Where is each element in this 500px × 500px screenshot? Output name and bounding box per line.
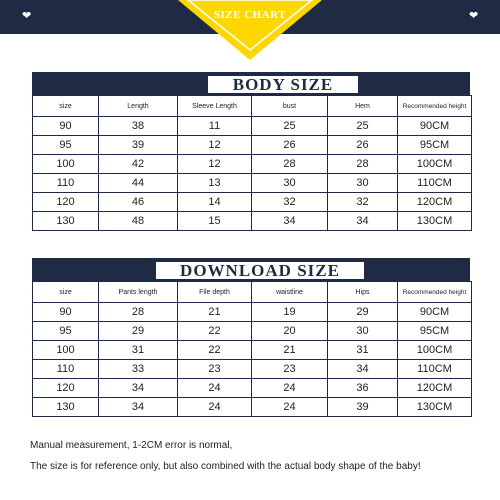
banner-title: SIZE CHART xyxy=(213,9,287,21)
table-cell: 24 xyxy=(178,398,252,417)
table-cell: 31 xyxy=(99,341,178,360)
table-cell: 44 xyxy=(99,174,178,193)
table-cell: 19 xyxy=(252,303,328,322)
table-cell: 38 xyxy=(99,117,178,136)
heart-icon: ❤ xyxy=(22,10,32,22)
table-cell: 23 xyxy=(178,360,252,379)
table-cell: 110 xyxy=(33,174,99,193)
table-cell: 95CM xyxy=(398,322,472,341)
table-cell: 25 xyxy=(252,117,328,136)
table-cell: 34 xyxy=(99,398,178,417)
table-cell: 95 xyxy=(33,322,99,341)
table-cell: 11 xyxy=(178,117,252,136)
table-cell: 34 xyxy=(328,212,398,231)
table-cell: 12 xyxy=(178,136,252,155)
table-cell: 120CM xyxy=(398,193,472,212)
table-cell: 95CM xyxy=(398,136,472,155)
column-header: Length xyxy=(99,96,178,117)
table-cell: 90 xyxy=(33,117,99,136)
table-header-row xyxy=(33,282,472,303)
table-cell: 22 xyxy=(178,341,252,360)
table-row xyxy=(33,155,472,174)
table-cell: 46 xyxy=(99,193,178,212)
column-header: bust xyxy=(252,96,328,117)
table-cell: 34 xyxy=(328,360,398,379)
table-cell: 100CM xyxy=(398,341,472,360)
download-size-table xyxy=(32,281,472,417)
download-size-header xyxy=(32,258,470,282)
reference-note: The size is for reference only, but also combined with the actual body shape of the baby! xyxy=(30,461,421,472)
table-cell: 21 xyxy=(178,303,252,322)
table-row xyxy=(33,117,472,136)
table-cell: 29 xyxy=(328,303,398,322)
table-cell: 110 xyxy=(33,360,99,379)
column-header: Hem xyxy=(328,96,398,117)
table-cell: 22 xyxy=(178,322,252,341)
table-cell: 100 xyxy=(33,341,99,360)
column-header: File depth xyxy=(178,282,252,303)
column-header: Recommended height xyxy=(398,282,472,303)
download-size-title: DOWNLOAD SIZE xyxy=(156,262,364,279)
table-row xyxy=(33,341,472,360)
table-cell: 28 xyxy=(328,155,398,174)
table-row xyxy=(33,174,472,193)
table-cell: 34 xyxy=(252,212,328,231)
table-cell: 39 xyxy=(328,398,398,417)
table-cell: 130CM xyxy=(398,398,472,417)
table-cell: 110CM xyxy=(398,174,472,193)
table-row xyxy=(33,322,472,341)
table-row xyxy=(33,379,472,398)
heart-icon: ❤ xyxy=(469,10,479,22)
table-cell: 12 xyxy=(178,155,252,174)
table-cell: 130 xyxy=(33,212,99,231)
table-cell: 30 xyxy=(328,174,398,193)
body-size-table xyxy=(32,95,472,231)
table-header-row xyxy=(33,96,472,117)
table-cell: 29 xyxy=(99,322,178,341)
table-cell: 42 xyxy=(99,155,178,174)
body-size-title: BODY SIZE xyxy=(208,76,358,93)
table-cell: 32 xyxy=(252,193,328,212)
table-cell: 28 xyxy=(99,303,178,322)
table-cell: 15 xyxy=(178,212,252,231)
table-row xyxy=(33,193,472,212)
column-header: Sleeve Length xyxy=(178,96,252,117)
table-row xyxy=(33,303,472,322)
column-header: waistline xyxy=(252,282,328,303)
table-cell: 120 xyxy=(33,379,99,398)
table-cell: 30 xyxy=(328,322,398,341)
table-cell: 30 xyxy=(252,174,328,193)
table-cell: 90CM xyxy=(398,117,472,136)
table-row xyxy=(33,136,472,155)
table-cell: 34 xyxy=(99,379,178,398)
table-cell: 48 xyxy=(99,212,178,231)
table-cell: 24 xyxy=(178,379,252,398)
table-cell: 32 xyxy=(328,193,398,212)
table-cell: 21 xyxy=(252,341,328,360)
table-row xyxy=(33,398,472,417)
table-cell: 39 xyxy=(99,136,178,155)
table-cell: 20 xyxy=(252,322,328,341)
table-cell: 33 xyxy=(99,360,178,379)
table-cell: 13 xyxy=(178,174,252,193)
table-cell: 90 xyxy=(33,303,99,322)
table-cell: 23 xyxy=(252,360,328,379)
table-cell: 24 xyxy=(252,398,328,417)
body-size-header xyxy=(32,72,470,96)
table-cell: 90CM xyxy=(398,303,472,322)
table-cell: 120 xyxy=(33,193,99,212)
table-cell: 14 xyxy=(178,193,252,212)
column-header: Pants length xyxy=(99,282,178,303)
table-row xyxy=(33,360,472,379)
table-cell: 28 xyxy=(252,155,328,174)
table-cell: 110CM xyxy=(398,360,472,379)
table-cell: 130 xyxy=(33,398,99,417)
table-cell: 26 xyxy=(328,136,398,155)
table-row xyxy=(33,212,472,231)
table-cell: 120CM xyxy=(398,379,472,398)
column-header: size xyxy=(33,282,99,303)
table-cell: 95 xyxy=(33,136,99,155)
table-cell: 100CM xyxy=(398,155,472,174)
table-cell: 25 xyxy=(328,117,398,136)
column-header: Recommended height xyxy=(398,96,472,117)
table-cell: 100 xyxy=(33,155,99,174)
measurement-note: Manual measurement, 1-2CM error is normal, xyxy=(30,440,233,451)
table-cell: 26 xyxy=(252,136,328,155)
column-header: Hips xyxy=(328,282,398,303)
column-header: size xyxy=(33,96,99,117)
table-cell: 130CM xyxy=(398,212,472,231)
table-cell: 36 xyxy=(328,379,398,398)
table-cell: 31 xyxy=(328,341,398,360)
table-cell: 24 xyxy=(252,379,328,398)
